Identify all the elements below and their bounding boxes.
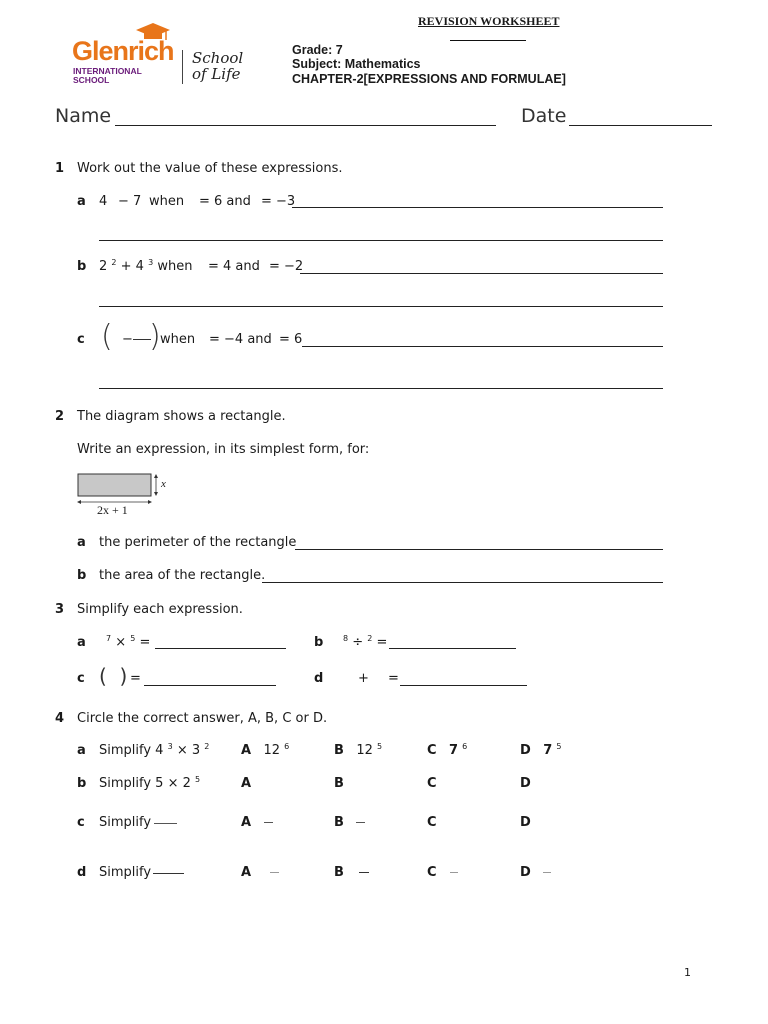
q2-prompt: The diagram shows a rectangle.: [77, 409, 286, 424]
logo-divider: [182, 50, 183, 84]
q1c-working-line[interactable]: [99, 388, 663, 389]
q3c-answer-line[interactable]: [144, 685, 276, 686]
right-paren: ): [149, 319, 161, 354]
logo-brand: Glenrich: [72, 36, 174, 66]
q4d-b-fraction-bar: [359, 872, 369, 873]
subject-label: Subject: Mathematics: [292, 57, 421, 71]
q4b-option-c[interactable]: C: [427, 776, 437, 791]
q1c-part: = −4 and: [209, 332, 272, 347]
q1-number: 1: [55, 161, 65, 176]
width-label: 2x + 1: [97, 503, 128, 517]
q4d-option-a[interactable]: A: [241, 865, 252, 880]
q1b-answer-line[interactable]: [300, 273, 663, 274]
name-label: Name: [55, 105, 112, 127]
q3a-expression: $^7$ × $^5$ =: [106, 634, 151, 650]
q1b-expression: 2 $^2$ + 4 $^3$ when: [99, 258, 193, 274]
q4d-c-fraction-bar: [450, 872, 458, 873]
q3d-op: +: [358, 671, 369, 686]
q1c-minus: −: [122, 332, 133, 347]
date-field[interactable]: [569, 125, 712, 126]
q4a-option-a[interactable]: A 12 $^6$: [241, 742, 290, 758]
q1c-label: c: [77, 332, 85, 347]
q1a-part: = −3: [261, 194, 296, 209]
q4-number: 4: [55, 711, 65, 726]
logo-tagline: [192, 50, 243, 82]
height-label: x: [161, 478, 166, 490]
q4b-option-d[interactable]: D: [520, 776, 531, 791]
q4b-option-b[interactable]: B: [334, 776, 344, 791]
q2b-text: the area of the rectangle.: [99, 568, 266, 583]
logo-tag2: of Life: [192, 65, 241, 83]
q4a-option-b[interactable]: B 12 $^5$: [334, 742, 383, 758]
q2-prompt2: Write an expression, in its simplest form, for:: [77, 442, 370, 457]
q3b-answer-line[interactable]: [389, 648, 516, 649]
date-label: Date: [521, 105, 567, 127]
q1a-working-line[interactable]: [99, 240, 663, 241]
q1b-part: = −2: [269, 259, 304, 274]
q4a-option-c[interactable]: C 7 $^6$: [427, 742, 468, 758]
chapter-label: CHAPTER-2[EXPRESSIONS AND FORMULAE]: [292, 72, 566, 86]
q1a-part: − 7: [118, 194, 142, 209]
q4d-fraction-bar: [153, 873, 184, 874]
q4d-d-fraction-bar: [543, 872, 551, 873]
q4c-label: c: [77, 815, 85, 830]
q1b-working-line[interactable]: [99, 306, 663, 307]
q4a-question: Simplify 4 $^3$ × 3 $^2$: [99, 742, 210, 758]
q3c-eq: =: [130, 671, 141, 686]
q4b-option-a[interactable]: A: [241, 776, 252, 791]
q4d-question: Simplify: [99, 865, 152, 880]
left-paren: (: [101, 319, 113, 354]
q2a-label: a: [77, 535, 86, 550]
name-field[interactable]: [115, 125, 496, 126]
q3d-eq: =: [388, 671, 399, 686]
q3a-label: a: [77, 635, 86, 650]
q1c-part: when: [160, 332, 196, 347]
q3-number: 3: [55, 602, 65, 617]
q4d-label: d: [77, 865, 87, 880]
q4c-option-d[interactable]: D: [520, 815, 531, 830]
q3d-answer-line[interactable]: [400, 685, 527, 686]
q4-prompt: Circle the correct answer, A, B, C or D.: [77, 711, 328, 726]
q4c-option-c[interactable]: C: [427, 815, 437, 830]
q4b-question: Simplify 5 × 2 $^5$: [99, 775, 201, 791]
q3c-label: c: [77, 671, 85, 686]
q1-prompt: Work out the value of these expressions.: [77, 161, 343, 176]
worksheet-title: REVISION WORKSHEET: [418, 14, 560, 28]
logo-line2: SCHOOL: [73, 75, 110, 85]
q1a-part: = 6 and: [199, 194, 251, 209]
q4a-option-d[interactable]: D 7 $^5$: [520, 742, 562, 758]
rectangle-shape: [78, 474, 151, 496]
q4d-option-b[interactable]: B: [334, 865, 344, 880]
q1c-part: = 6: [279, 332, 303, 347]
q3-prompt: Simplify each expression.: [77, 602, 243, 617]
q1a-part: 4: [99, 194, 108, 209]
logo-international: [73, 67, 142, 85]
q4c-question: Simplify: [99, 815, 152, 830]
q2b-answer-line[interactable]: [262, 582, 663, 583]
q2a-answer-line[interactable]: [295, 549, 663, 550]
grade-label: Grade: 7: [292, 43, 343, 57]
q4c-option-a[interactable]: A: [241, 815, 252, 830]
q4b-label: b: [77, 776, 87, 791]
q1a-answer-line[interactable]: [292, 207, 663, 208]
q1a-part: when: [149, 194, 185, 209]
q4c-a-fraction-bar: [264, 822, 273, 823]
logo-line1: INTERNATIONAL: [73, 66, 142, 76]
q3c-parens: ( ): [99, 664, 128, 688]
q2-number: 2: [55, 409, 65, 424]
logo-tag1: School: [192, 49, 244, 67]
q4c-b-fraction-bar: [356, 822, 365, 823]
q2b-label: b: [77, 568, 87, 583]
q1a-label: a: [77, 194, 86, 209]
q1b-label: b: [77, 259, 87, 274]
q3b-expression: $^8$ ÷ $^2$ =: [343, 634, 388, 650]
q2a-text: the perimeter of the rectangle: [99, 535, 297, 550]
q1b-part: = 4 and: [208, 259, 260, 274]
q3b-label: b: [314, 635, 324, 650]
page-number: 1: [684, 966, 691, 979]
q4c-fraction-bar: [154, 823, 177, 824]
q3d-label: d: [314, 671, 324, 686]
q4d-a-fraction-bar: [270, 872, 279, 873]
q1c-answer-line[interactable]: [302, 346, 663, 347]
q4c-option-b[interactable]: B: [334, 815, 344, 830]
q4a-label: a: [77, 743, 86, 758]
q3a-answer-line[interactable]: [155, 648, 286, 649]
q4d-option-d[interactable]: D: [520, 865, 531, 880]
title-underline: [450, 40, 526, 41]
q4d-option-c[interactable]: C: [427, 865, 437, 880]
